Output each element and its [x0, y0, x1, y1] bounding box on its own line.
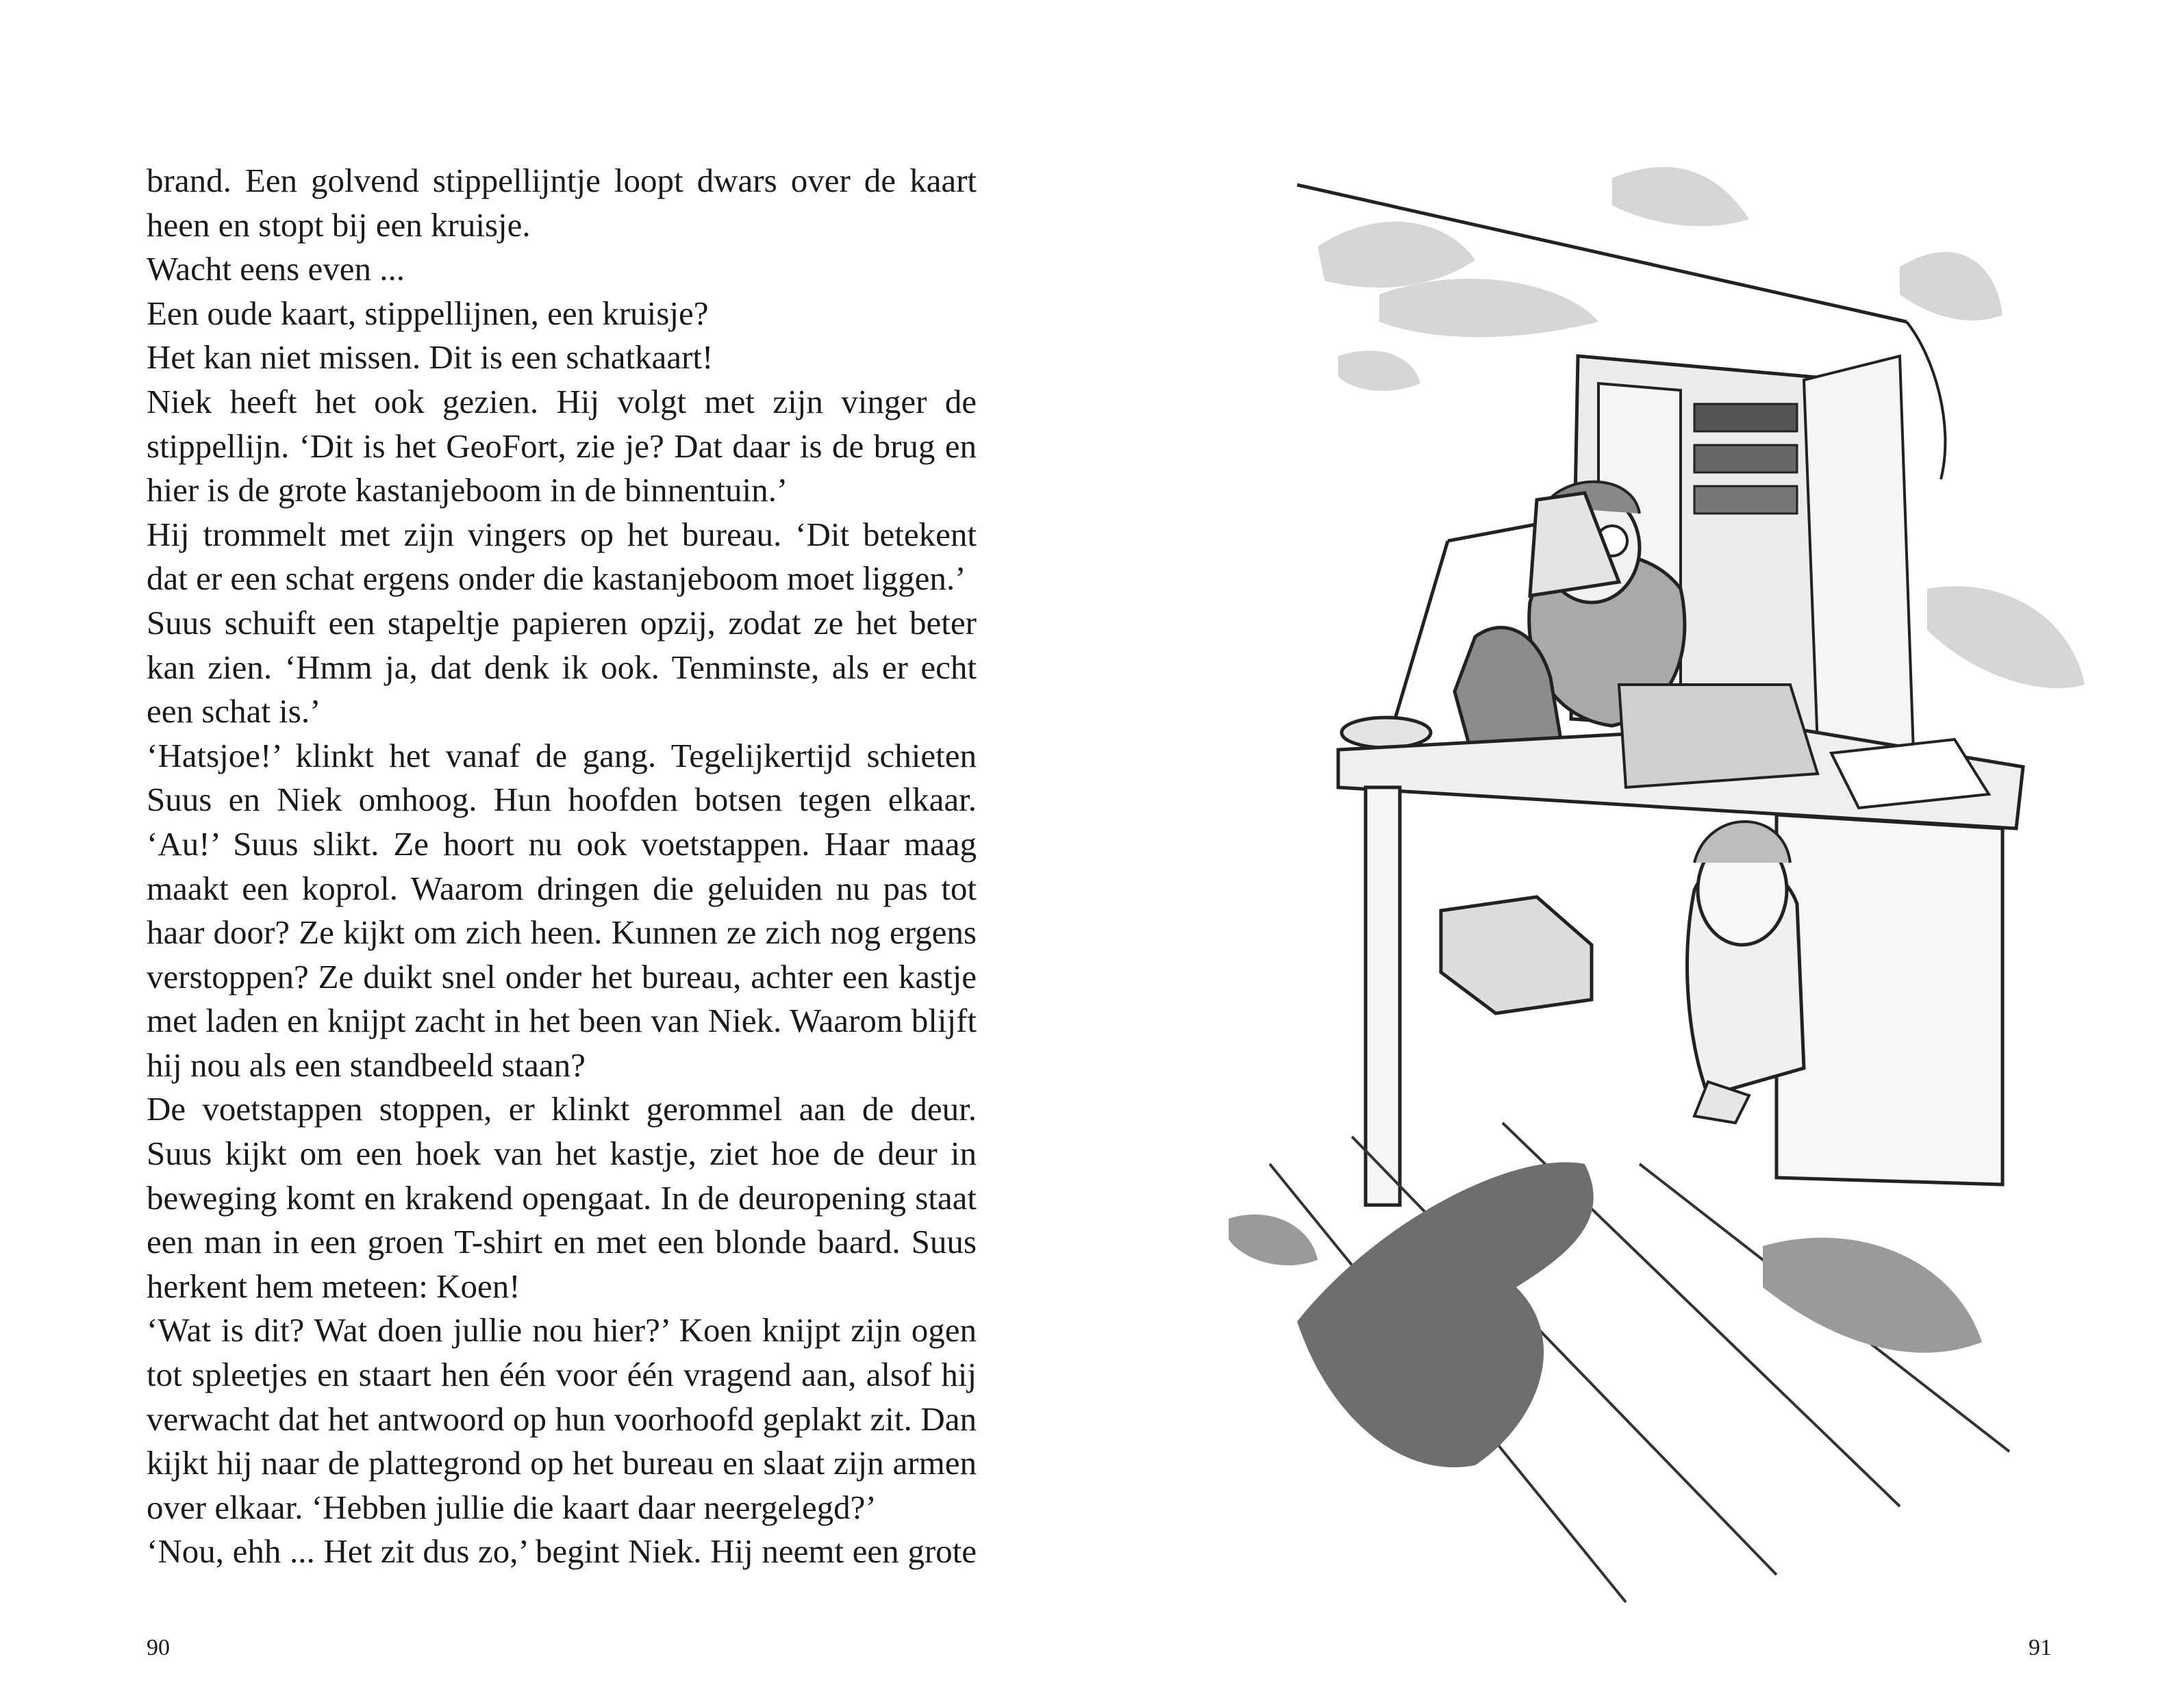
shadow	[1297, 1162, 1594, 1467]
paragraph: Wacht eens even ...	[147, 250, 405, 288]
paragraph: Het kan niet missen. Dit is een schatkaart!	[147, 338, 714, 377]
paragraph: ‘Wat is dit? Wat doen jullie nou hier?’ Koen knijpt zijn ogen tot spleetjes en staart hen één voor één vragend aan, alsof hij verwacht dat het antwoord op hun voorhoofd geplakt zit. Dan kijkt hij naar de plattegrond op het bureau en slaat zijn armen over elkaar. ‘Hebben jullie die kaart daar neergelegd?’	[147, 1311, 977, 1526]
body-text	[147, 159, 977, 1574]
paragraph: Een oude kaart, stippellijnen, een kruisje?	[147, 294, 709, 332]
illustration	[1092, 0, 2184, 1698]
right-page	[1092, 0, 2184, 1698]
paragraph: Suus schuift een stapeltje papieren opzij, zodat ze het beter kan zien. ‘Hmm ja, dat denk ik ook. Tenminste, als er echt een schat is.’	[147, 603, 977, 731]
paragraph: De voetstappen stoppen, er klinkt gerommel aan de deur. Suus kijkt om een hoek van het kastje, ziet hoe de deur in beweging komt en krakend opengaat. In de deuropening staat een man in een groen T-shirt en met een blonde baard. Suus herkent hem meteen: Koen!	[147, 1090, 977, 1305]
paragraph: Niek heeft het ook gezien. Hij volgt met zijn vinger de stippellijn. ‘Dit is het GeoFort, zie je? Dat daar is de brug en hier is de grote kastanjeboom in de binnentuin.’	[147, 382, 977, 509]
page-number-left: 90	[147, 1635, 170, 1660]
paragraph: brand. Een golvend stippellijntje loopt dwars over de kaart heen en stopt bij een kruisje.	[147, 162, 977, 244]
page-number-right: 91	[2029, 1635, 2052, 1660]
metal-box	[1441, 897, 1592, 1013]
paragraph: Hij trommelt met zijn vingers op het bureau. ‘Dit betekent dat er een schat ergens onder die kastanjeboom moet liggen.’	[147, 515, 977, 598]
paragraph: ‘Hatsjoe!’ klinkt het vanaf de gang. Tegelijkertijd schieten Suus en Niek omhoog. Hun hoofden botsen tegen elkaar. ‘Au!’ Suus slikt. Ze hoort nu ook voetstappen. Haar maag maakt een koprol. Waarom dringen die geluiden nu pas tot haar door? Ze kijkt om zich heen. Kunnen ze zich nog ergens verstoppen? Ze duikt snel onder het bureau, achter een kastje met laden en knijpt zacht in het been van Niek. Waarom blijft hij nou als een standbeeld staan?	[147, 736, 977, 1084]
paragraph: ‘Nou, ehh ... Het zit dus zo,’ begint Niek. Hij neemt een grote	[147, 1532, 977, 1571]
